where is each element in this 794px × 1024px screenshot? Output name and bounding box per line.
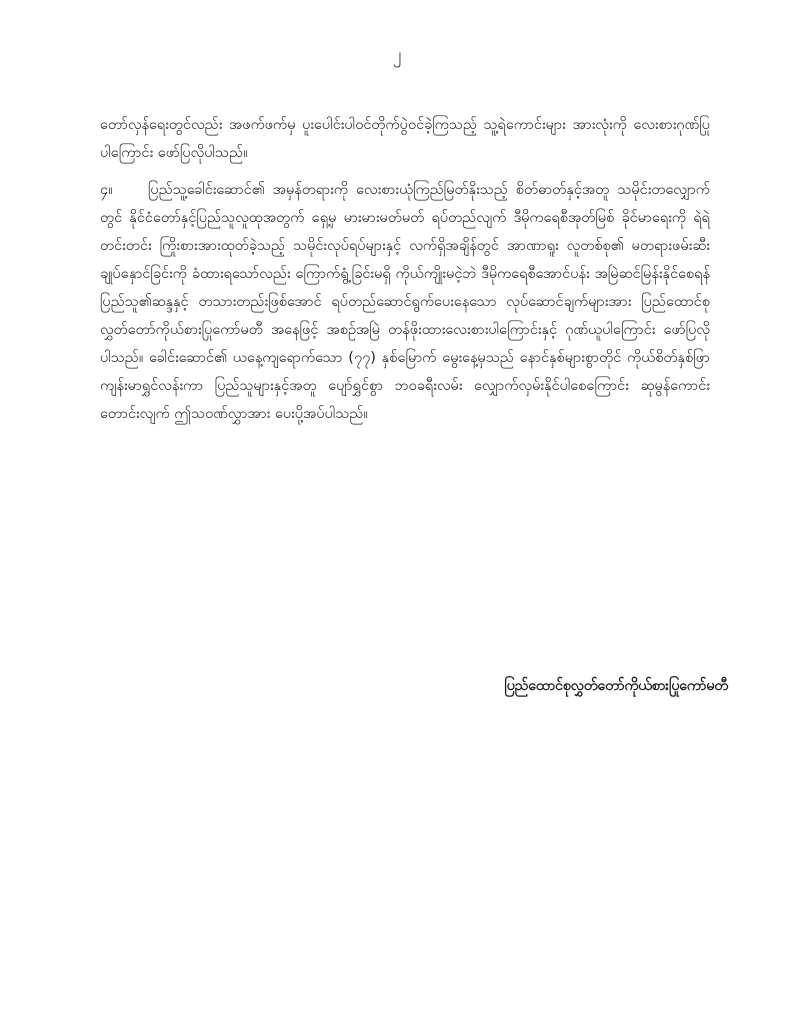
paragraph-2 bbox=[100, 176, 710, 428]
paragraph-2-marker: ၄။ bbox=[100, 182, 113, 198]
signature-committee: ပြည်ထောင်စုလွှတ်တော်ကိုယ်စားပြုကော်မတီ bbox=[504, 678, 728, 694]
page-number: ၂ bbox=[392, 45, 402, 65]
paragraph-2-text: ပြည်သူ့ခေါင်းဆောင်၏ အမှန်တရားကို လေးစားယုံကြည်မြတ်နိုးသည့် စိတ်ဓာတ်နှင့်အတူ သမိုင်းတလျှောက်တွင် နိုင်ငံတော်နှင့်ပြည်သူလူထုအတွက် ရှေ့မှ မားမားမတ်မတ် ရပ်တည်လျက် ဒီမိုကရေစီအုတ်မြစ် ခိုင်မာရေးကို ရဲရဲတင်းတင်း ကြိုးစားအားထုတ်ခဲ့သည့် သမိုင်းလုပ်ရပ်များနှင့် လက်ရှိအချိန်တွင် အာဏာရူး လူတစ်စု၏ မတရားဖမ်းဆီးချုပ်နှောင်ခြင်းကို ခံထားရသော်လည်း ကြောက်ရွံ့ခြင်းမရှိ ကိုယ်ကျိုးမငဲ့ဘဲ ဒီမိုကရေစီအောင်ပန်း အမြဲဆင်မြန်းနိုင်စေရန် ပြည်သူ၏ဆန္ဒနှင့် တသားတည်းဖြစ်အောင် ရပ်တည်ဆောင်ရွက်ပေးနေသော လုပ်ဆောင်ချက်များအား ပြည်ထောင်စုလွှတ်တော်ကိုယ်စားပြုကော်မတီ အနေဖြင့် အစဉ်အမြဲ တန်ဖိုးထားလေးစားပါကြောင်းနှင့် ဂုဏ်ယူပါကြောင်း ဖော်ပြလိုပါသည်။ ခေါင်းဆောင်၏ ယနေ့ကျရောက်သော (၇၇) နှစ်မြောက် မွေးနေ့မှသည် နောင်နှစ်များစွာတိုင် ကိုယ်စိတ်နှစ်ဖြာ ကျန်းမာရွှင်လန်းကာ ပြည်သူများနှင့်အတူ ပျော်ရွှင်စွာ ဘဝခရီးလမ်း လျှောက်လှမ်းနိုင်ပါစေကြောင်း ဆုမွန်ကောင်းတောင်းလျက် ဤသဝဏ်လွှာအား ပေးပို့အပ်ပါသည်။ bbox=[100, 182, 710, 422]
paragraph-1: တော်လှန်ရေးတွင်လည်း အဖက်ဖက်မှ ပူးပေါင်းပါဝင်တိုက်ပွဲဝင်ခဲ့ကြသည့် သူ့ရဲကောင်းများ အားလုံးကို လေးစားဂုဏ်ပြုပါကြောင်း ဖော်ပြလိုပါသည်။ bbox=[100, 117, 710, 161]
